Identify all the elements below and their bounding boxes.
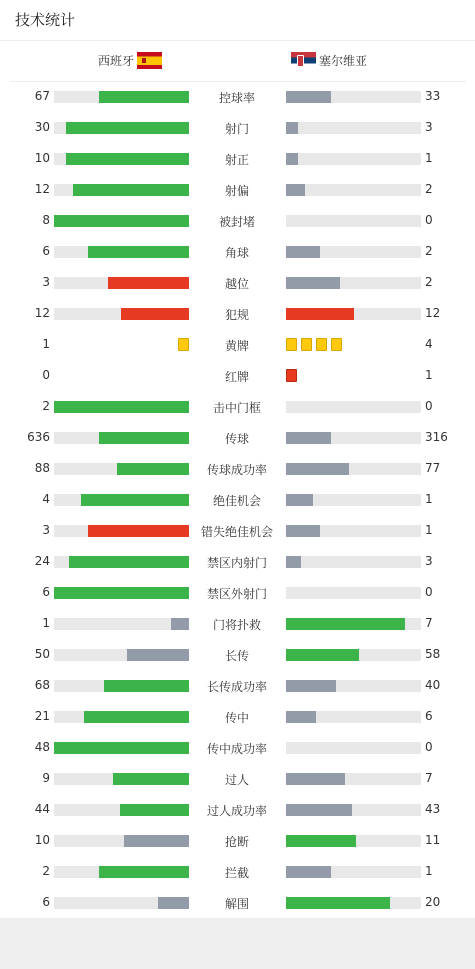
away-bar-fill bbox=[286, 246, 320, 258]
away-bar-track bbox=[286, 835, 421, 847]
away-value: 0 bbox=[425, 399, 433, 413]
away-bar-fill bbox=[286, 308, 354, 320]
away-bar-fill bbox=[286, 866, 331, 878]
home-bar-fill bbox=[69, 556, 189, 568]
yellow-card-icon bbox=[331, 338, 342, 351]
home-value: 6 bbox=[42, 895, 50, 909]
stat-label: 绝佳机会 bbox=[212, 494, 261, 508]
home-value: 50 bbox=[34, 647, 50, 661]
home-bar-track bbox=[54, 91, 189, 103]
away-bar-fill bbox=[286, 91, 331, 103]
home-bar-track bbox=[54, 463, 189, 475]
away-value: 2 bbox=[425, 244, 433, 258]
stat-row bbox=[0, 392, 475, 423]
stat-row bbox=[0, 702, 475, 733]
away-value: 3 bbox=[425, 120, 433, 134]
away-value: 43 bbox=[425, 802, 441, 816]
home-bar-fill bbox=[124, 835, 189, 847]
away-value: 77 bbox=[425, 461, 441, 475]
away-bar-fill bbox=[286, 494, 313, 506]
stat-label: 犯规 bbox=[224, 308, 249, 322]
yellow-card-icon bbox=[178, 338, 189, 351]
home-value: 6 bbox=[42, 244, 50, 258]
away-bar-fill bbox=[286, 618, 405, 630]
away-value: 1 bbox=[425, 492, 433, 506]
away-bar-fill bbox=[286, 122, 298, 134]
away-value: 58 bbox=[425, 647, 441, 661]
away-bar-fill bbox=[286, 463, 349, 475]
home-team bbox=[98, 52, 162, 69]
home-bar-track bbox=[54, 680, 189, 692]
home-value: 9 bbox=[42, 771, 50, 785]
stat-label: 抢断 bbox=[224, 835, 249, 849]
away-bar-track bbox=[286, 804, 421, 816]
home-value: 2 bbox=[42, 399, 50, 413]
away-bar-fill bbox=[286, 897, 390, 909]
away-value: 0 bbox=[425, 585, 433, 599]
away-bar-track bbox=[286, 773, 421, 785]
stat-row bbox=[0, 268, 475, 299]
home-value: 1 bbox=[42, 337, 50, 351]
home-bar-fill bbox=[121, 308, 189, 320]
home-value: 24 bbox=[34, 554, 50, 568]
home-bar-track bbox=[54, 153, 189, 165]
away-value: 2 bbox=[425, 275, 433, 289]
serbia-flag-icon bbox=[291, 52, 316, 69]
away-bar-track bbox=[286, 308, 421, 320]
away-team-name: 塞尔维亚 bbox=[319, 54, 368, 68]
home-value: 68 bbox=[34, 678, 50, 692]
away-bar-fill bbox=[286, 773, 345, 785]
home-bar-track bbox=[54, 649, 189, 661]
away-bar-fill bbox=[286, 804, 352, 816]
stat-label: 门将扑救 bbox=[212, 618, 261, 632]
home-value: 21 bbox=[34, 709, 50, 723]
home-team-name: 西班牙 bbox=[97, 54, 134, 68]
stat-row bbox=[0, 423, 475, 454]
spain-flag-icon bbox=[137, 52, 162, 69]
yellow-card-icon bbox=[286, 338, 297, 351]
stat-label: 被封堵 bbox=[218, 215, 255, 229]
away-bar-track bbox=[286, 494, 421, 506]
home-bar-fill bbox=[54, 742, 189, 754]
home-bar-track bbox=[54, 835, 189, 847]
home-bar-fill bbox=[66, 122, 189, 134]
away-bar-fill bbox=[286, 649, 359, 661]
home-bar-fill bbox=[99, 432, 189, 444]
away-bar-fill bbox=[286, 432, 331, 444]
home-bar-track bbox=[54, 184, 189, 196]
stat-label: 长传 bbox=[224, 649, 249, 663]
stat-row bbox=[0, 113, 475, 144]
yellow-card-icon bbox=[301, 338, 312, 351]
stat-label: 射正 bbox=[224, 153, 249, 167]
stat-row bbox=[0, 640, 475, 671]
home-bar-track bbox=[54, 525, 189, 537]
away-value: 7 bbox=[425, 771, 433, 785]
stat-row bbox=[0, 795, 475, 826]
away-value: 1 bbox=[425, 864, 433, 878]
away-value: 316 bbox=[425, 430, 448, 444]
away-value: 6 bbox=[425, 709, 433, 723]
home-value: 6 bbox=[42, 585, 50, 599]
home-bar-fill bbox=[66, 153, 189, 165]
home-bar-fill bbox=[113, 773, 189, 785]
away-cards bbox=[286, 338, 342, 351]
stat-label: 过人 bbox=[224, 773, 249, 787]
away-value: 12 bbox=[425, 306, 441, 320]
away-bar-track bbox=[286, 277, 421, 289]
home-bar-track bbox=[54, 866, 189, 878]
home-value: 10 bbox=[34, 151, 50, 165]
home-value: 67 bbox=[34, 89, 50, 103]
away-bar-track bbox=[286, 587, 421, 599]
away-value: 1 bbox=[425, 368, 433, 382]
stat-label: 红牌 bbox=[224, 370, 249, 384]
home-bar-fill bbox=[88, 246, 189, 258]
stat-label: 传中成功率 bbox=[206, 742, 267, 756]
stat-label: 射门 bbox=[224, 122, 249, 136]
stat-label: 传中 bbox=[224, 711, 249, 725]
page-title: 技术统计 bbox=[15, 11, 76, 29]
away-bar-fill bbox=[286, 835, 356, 847]
home-value: 30 bbox=[34, 120, 50, 134]
stats-list bbox=[0, 82, 475, 919]
home-bar-fill bbox=[73, 184, 189, 196]
divider bbox=[0, 40, 475, 41]
home-bar-fill bbox=[88, 525, 189, 537]
stat-label: 解围 bbox=[224, 897, 249, 911]
team-header bbox=[0, 52, 475, 70]
stat-row bbox=[0, 82, 475, 113]
stat-row bbox=[0, 826, 475, 857]
stat-label: 传球 bbox=[224, 432, 249, 446]
home-bar-track bbox=[54, 246, 189, 258]
away-value: 3 bbox=[425, 554, 433, 568]
stat-label: 角球 bbox=[224, 246, 249, 260]
stat-row bbox=[0, 733, 475, 764]
away-value: 0 bbox=[425, 213, 433, 227]
red-card-icon bbox=[286, 369, 297, 382]
home-bar-fill bbox=[54, 215, 189, 227]
away-bar-track bbox=[286, 556, 421, 568]
stat-label: 禁区外射门 bbox=[206, 587, 267, 601]
stat-row bbox=[0, 609, 475, 640]
stat-label: 传球成功率 bbox=[206, 463, 267, 477]
stat-label: 控球率 bbox=[218, 91, 255, 105]
stat-label: 禁区内射门 bbox=[206, 556, 267, 570]
stat-row bbox=[0, 578, 475, 609]
away-bar-track bbox=[286, 742, 421, 754]
home-value: 88 bbox=[34, 461, 50, 475]
away-team bbox=[291, 52, 367, 69]
stat-row bbox=[0, 485, 475, 516]
home-value: 8 bbox=[42, 213, 50, 227]
home-bar-track bbox=[54, 618, 189, 630]
stat-row bbox=[0, 175, 475, 206]
stat-row bbox=[0, 888, 475, 919]
home-value: 48 bbox=[34, 740, 50, 754]
stat-label: 击中门框 bbox=[212, 401, 261, 415]
stat-label: 长传成功率 bbox=[206, 680, 267, 694]
home-bar-fill bbox=[171, 618, 189, 630]
away-value: 1 bbox=[425, 523, 433, 537]
home-value: 12 bbox=[34, 182, 50, 196]
stat-label: 拦截 bbox=[224, 866, 249, 880]
stat-label: 越位 bbox=[224, 277, 249, 291]
stat-row bbox=[0, 330, 475, 361]
home-value: 12 bbox=[34, 306, 50, 320]
home-bar-track bbox=[54, 122, 189, 134]
away-bar-track bbox=[286, 649, 421, 661]
away-bar-track bbox=[286, 153, 421, 165]
away-bar-fill bbox=[286, 680, 336, 692]
away-bar-track bbox=[286, 525, 421, 537]
stat-row bbox=[0, 237, 475, 268]
home-bar-track bbox=[54, 897, 189, 909]
home-bar-fill bbox=[84, 711, 189, 723]
home-value: 0 bbox=[42, 368, 50, 382]
home-bar-track bbox=[54, 401, 189, 413]
away-bar-fill bbox=[286, 277, 340, 289]
away-bar-track bbox=[286, 711, 421, 723]
home-bar-fill bbox=[54, 401, 189, 413]
home-bar-fill bbox=[81, 494, 189, 506]
stat-row bbox=[0, 361, 475, 392]
stat-row bbox=[0, 454, 475, 485]
away-bar-fill bbox=[286, 153, 298, 165]
home-value: 636 bbox=[27, 430, 50, 444]
away-bar-track bbox=[286, 246, 421, 258]
home-bar-track bbox=[54, 215, 189, 227]
away-bar-track bbox=[286, 91, 421, 103]
home-bar-fill bbox=[108, 277, 189, 289]
away-cards bbox=[286, 369, 297, 382]
stat-row bbox=[0, 857, 475, 888]
home-bar-track bbox=[54, 742, 189, 754]
stat-row bbox=[0, 299, 475, 330]
away-bar-fill bbox=[286, 556, 301, 568]
home-bar-track bbox=[54, 773, 189, 785]
away-bar-track bbox=[286, 680, 421, 692]
stat-label: 错失绝佳机会 bbox=[200, 525, 273, 539]
away-bar-track bbox=[286, 618, 421, 630]
stat-row bbox=[0, 547, 475, 578]
home-value: 10 bbox=[34, 833, 50, 847]
away-value: 7 bbox=[425, 616, 433, 630]
home-value: 3 bbox=[42, 275, 50, 289]
home-bar-fill bbox=[99, 866, 189, 878]
away-value: 33 bbox=[425, 89, 441, 103]
stat-row bbox=[0, 764, 475, 795]
away-bar-track bbox=[286, 401, 421, 413]
stat-label: 射偏 bbox=[224, 184, 249, 198]
stat-row bbox=[0, 516, 475, 547]
home-value: 44 bbox=[34, 802, 50, 816]
away-bar-track bbox=[286, 897, 421, 909]
home-bar-fill bbox=[104, 680, 189, 692]
away-bar-fill bbox=[286, 184, 305, 196]
home-bar-fill bbox=[127, 649, 189, 661]
home-bar-track bbox=[54, 277, 189, 289]
home-bar-fill bbox=[120, 804, 189, 816]
home-bar-track bbox=[54, 711, 189, 723]
stat-row bbox=[0, 144, 475, 175]
home-bar-track bbox=[54, 432, 189, 444]
away-bar-fill bbox=[286, 711, 316, 723]
home-bar-track bbox=[54, 308, 189, 320]
home-bar-fill bbox=[54, 587, 189, 599]
yellow-card-icon bbox=[316, 338, 327, 351]
away-value: 2 bbox=[425, 182, 433, 196]
home-bar-track bbox=[54, 804, 189, 816]
stat-label: 黄牌 bbox=[224, 339, 249, 353]
home-value: 1 bbox=[42, 616, 50, 630]
home-cards bbox=[178, 338, 189, 351]
home-bar-fill bbox=[117, 463, 189, 475]
away-value: 20 bbox=[425, 895, 441, 909]
home-value: 3 bbox=[42, 523, 50, 537]
away-bar-track bbox=[286, 122, 421, 134]
home-bar-track bbox=[54, 556, 189, 568]
home-value: 2 bbox=[42, 864, 50, 878]
away-bar-track bbox=[286, 215, 421, 227]
away-value: 1 bbox=[425, 151, 433, 165]
away-bar-track bbox=[286, 184, 421, 196]
away-value: 11 bbox=[425, 833, 441, 847]
away-bar-track bbox=[286, 463, 421, 475]
home-bar-fill bbox=[158, 897, 189, 909]
away-bar-track bbox=[286, 432, 421, 444]
stat-label: 过人成功率 bbox=[206, 804, 267, 818]
away-value: 0 bbox=[425, 740, 433, 754]
away-value: 40 bbox=[425, 678, 441, 692]
away-bar-fill bbox=[286, 525, 320, 537]
stat-row bbox=[0, 206, 475, 237]
home-bar-track bbox=[54, 494, 189, 506]
home-value: 4 bbox=[42, 492, 50, 506]
away-value: 4 bbox=[425, 337, 433, 351]
home-bar-track bbox=[54, 587, 189, 599]
away-bar-track bbox=[286, 866, 421, 878]
home-bar-fill bbox=[99, 91, 189, 103]
stat-row bbox=[0, 671, 475, 702]
